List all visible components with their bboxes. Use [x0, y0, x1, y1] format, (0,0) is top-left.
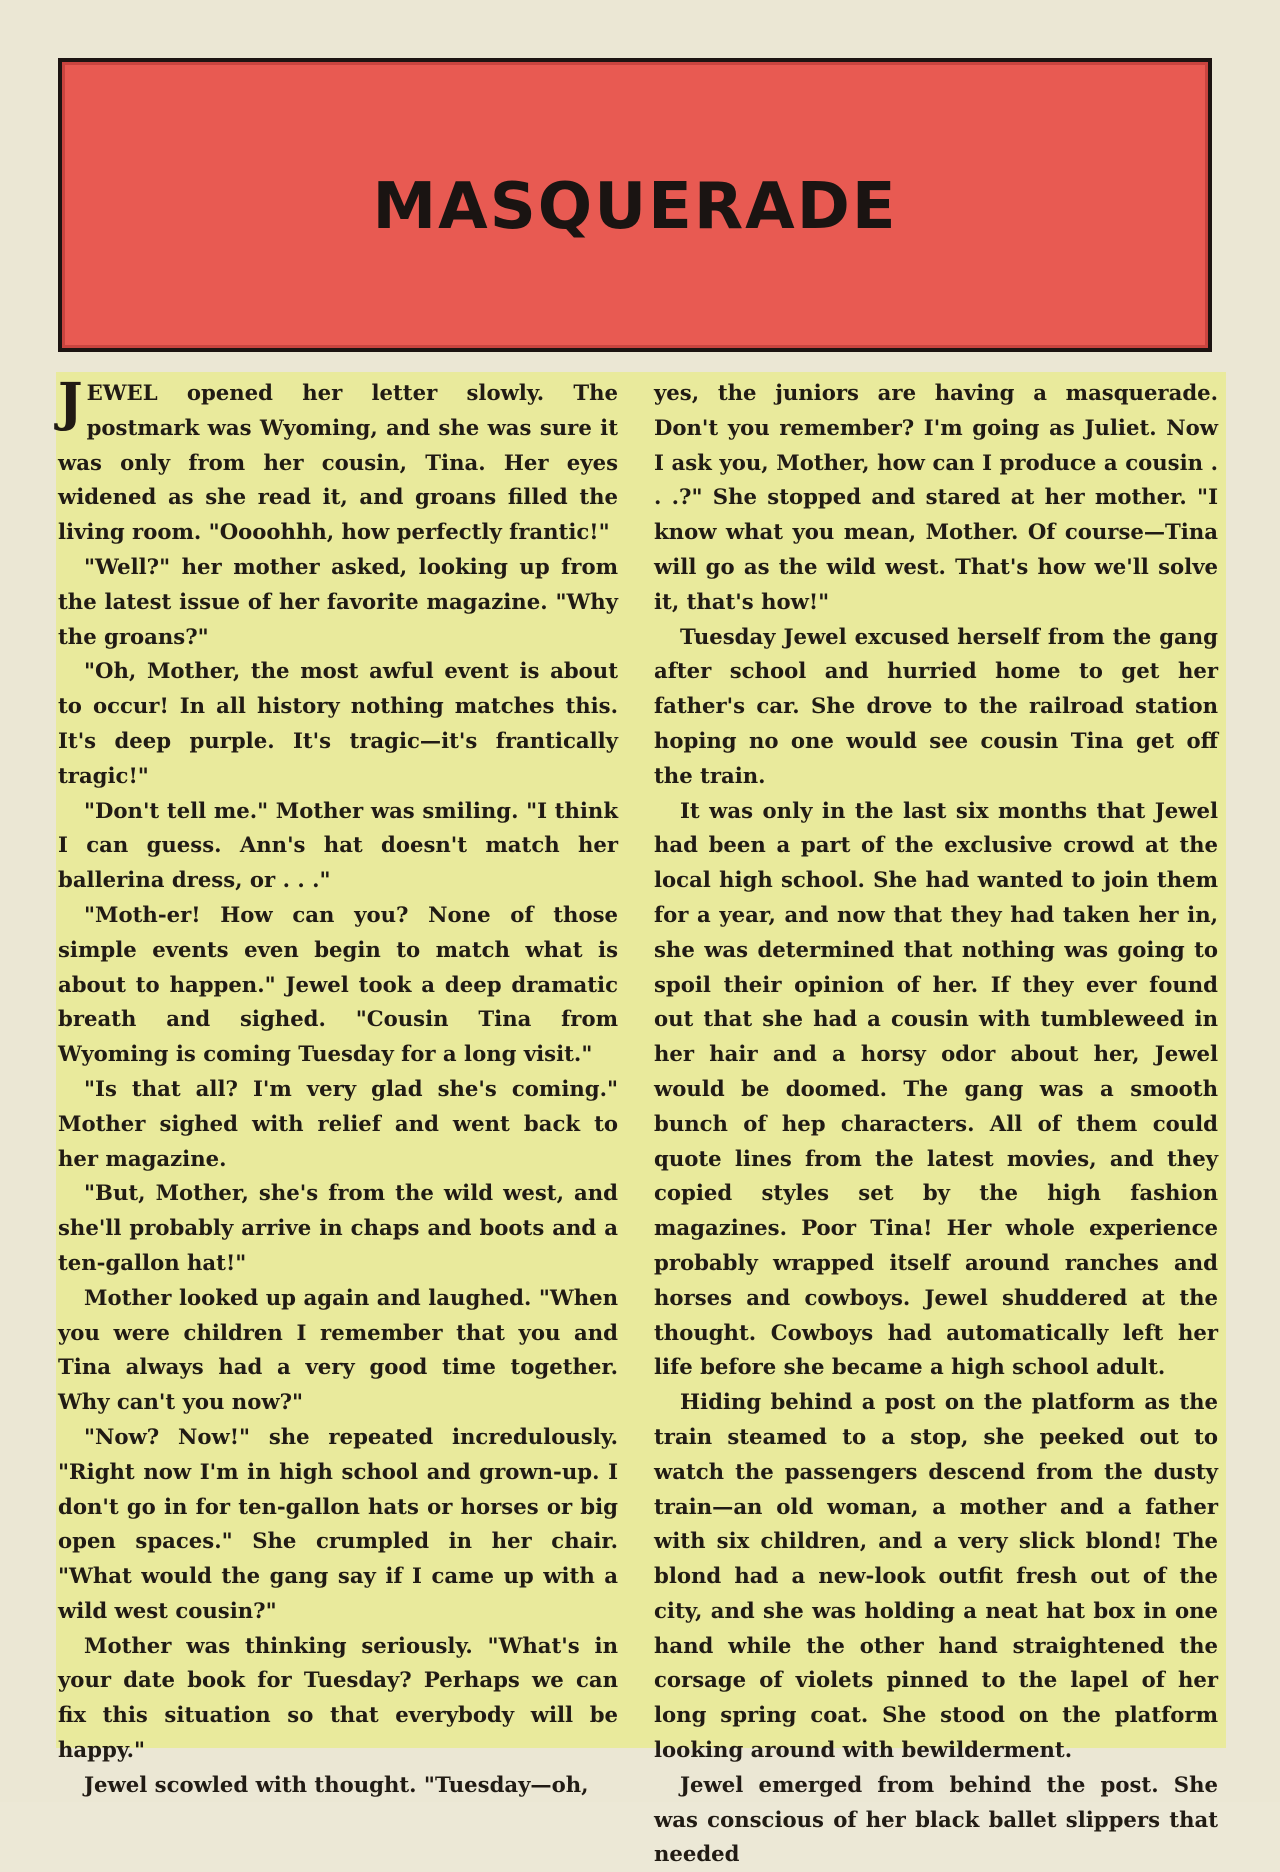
right-column: [648, 372, 1218, 1867]
paragraph: It was only in the last six months that Jewel had been a part of the exclusive crowd at the local high school. She had wanted to join them for a year, and now that they had taken her in, she was determined that nothing was going to spoil their opinion of her. If they ever found out that she had a cousin with tumbleweed in her hair and a horsy odor about her, Jewel would be doomed. The gang was a smooth bunch of hep characters. All of them could quote lines from the latest movies, and they copied styles set by the high fashion magazines. Poor Tina! Her whole experience probably wrapped itself around ranches and horses and cowboys. Jewel shuddered at the thought. Cowboys had automatically left her life before she became a high school adult.: [654, 797, 1218, 1380]
story-text-area: [56, 372, 1226, 1867]
drop-cap: J: [58, 372, 83, 433]
paragraph: Hiding behind a post on the platform as the train steamed to a stop, she peeked out to watch the passengers descend from the dusty train—an old woman, a mother and a father with six children, and a very slick blond! The blond had a new-look outfit fresh out of the city, and she was holding a neat hat box in one hand while the other hand straightened the corsage of violets pinned to the lapel of her long spring coat. She stood on the platform looking around with bewilderment.: [654, 1389, 1218, 1763]
title-banner: [58, 58, 1212, 352]
paragraph: Mother looked up again and laughed. "When you were children I remember that you and Tina always had a very good time together. Why can't you now?": [58, 1284, 618, 1415]
story-title: MASQUERADE: [372, 170, 898, 244]
paragraph: Jewel scowled with thought. "Tuesday—oh,: [84, 1771, 589, 1797]
paragraph: "Oh, Mother, the most awful event is about to occur! In all history nothing matches this. It's deep purple. It's tragic—it's frantically tragic!": [58, 658, 618, 788]
paragraph: "Is that all? I'm very glad she's coming." Mother sighed with relief and went back to her magazine.: [58, 1075, 618, 1171]
left-column: [56, 372, 626, 1797]
paragraph: "Well?" her mother asked, looking up from the latest issue of her favorite magazine. "Why the groans?": [58, 553, 618, 649]
paragraph: Mother was thinking seriously. "What's in your date book for Tuesday? Perhaps we can fix this situation so that everybody will be happy.": [58, 1632, 618, 1763]
paragraph: "Don't tell me." Mother was smiling. "I think I can guess. Ann's hat doesn't match her ballerina dress, or . . .": [58, 797, 618, 893]
paragraph: "Now? Now!" she repeated incredulously. "Right now I'm in high school and grown-up. I don't go in for ten-gallon hats or horses or big open spaces." She crumpled in her chair. "What would the gang say if I came up with a wild west cousin?": [58, 1423, 618, 1623]
paragraph: Jewel emerged from behind the post. She was conscious of her black ballet slippers that needed: [654, 1771, 1218, 1867]
paragraph: JEWEL opened her letter slowly. The postmark was Wyoming, and she was sure it was only from her cousin, Tina. Her eyes widened as she read it, and groans filled the living room. "Oooohhh, how perfectly frantic!": [58, 372, 618, 545]
paragraph: "But, Mother, she's from the wild west, and she'll probably arrive in chaps and boots and a ten-gallon hat!": [58, 1180, 618, 1275]
paragraph: Tuesday Jewel excused herself from the gang after school and hurried home to get her father's car. She drove to the railroad station hoping no one would see cousin Tina get off the train.: [654, 623, 1218, 788]
paragraph: yes, the juniors are having a masquerade. Don't you remember? I'm going as Juliet. Now I ask you, Mother, how can I produce a cousin . . .?" She stopped and stared at her mother. "I know what you mean, Mother. Of course—Tina will go as the wild west. That's how we'll solve it, that's how!": [654, 380, 1218, 614]
paragraph: "Moth-er! How can you? None of those simple events even begin to match what is about to happen." Jewel took a deep dramatic breath and sighed. "Cousin Tina from Wyoming is coming Tuesday for a long visit.": [58, 901, 618, 1067]
